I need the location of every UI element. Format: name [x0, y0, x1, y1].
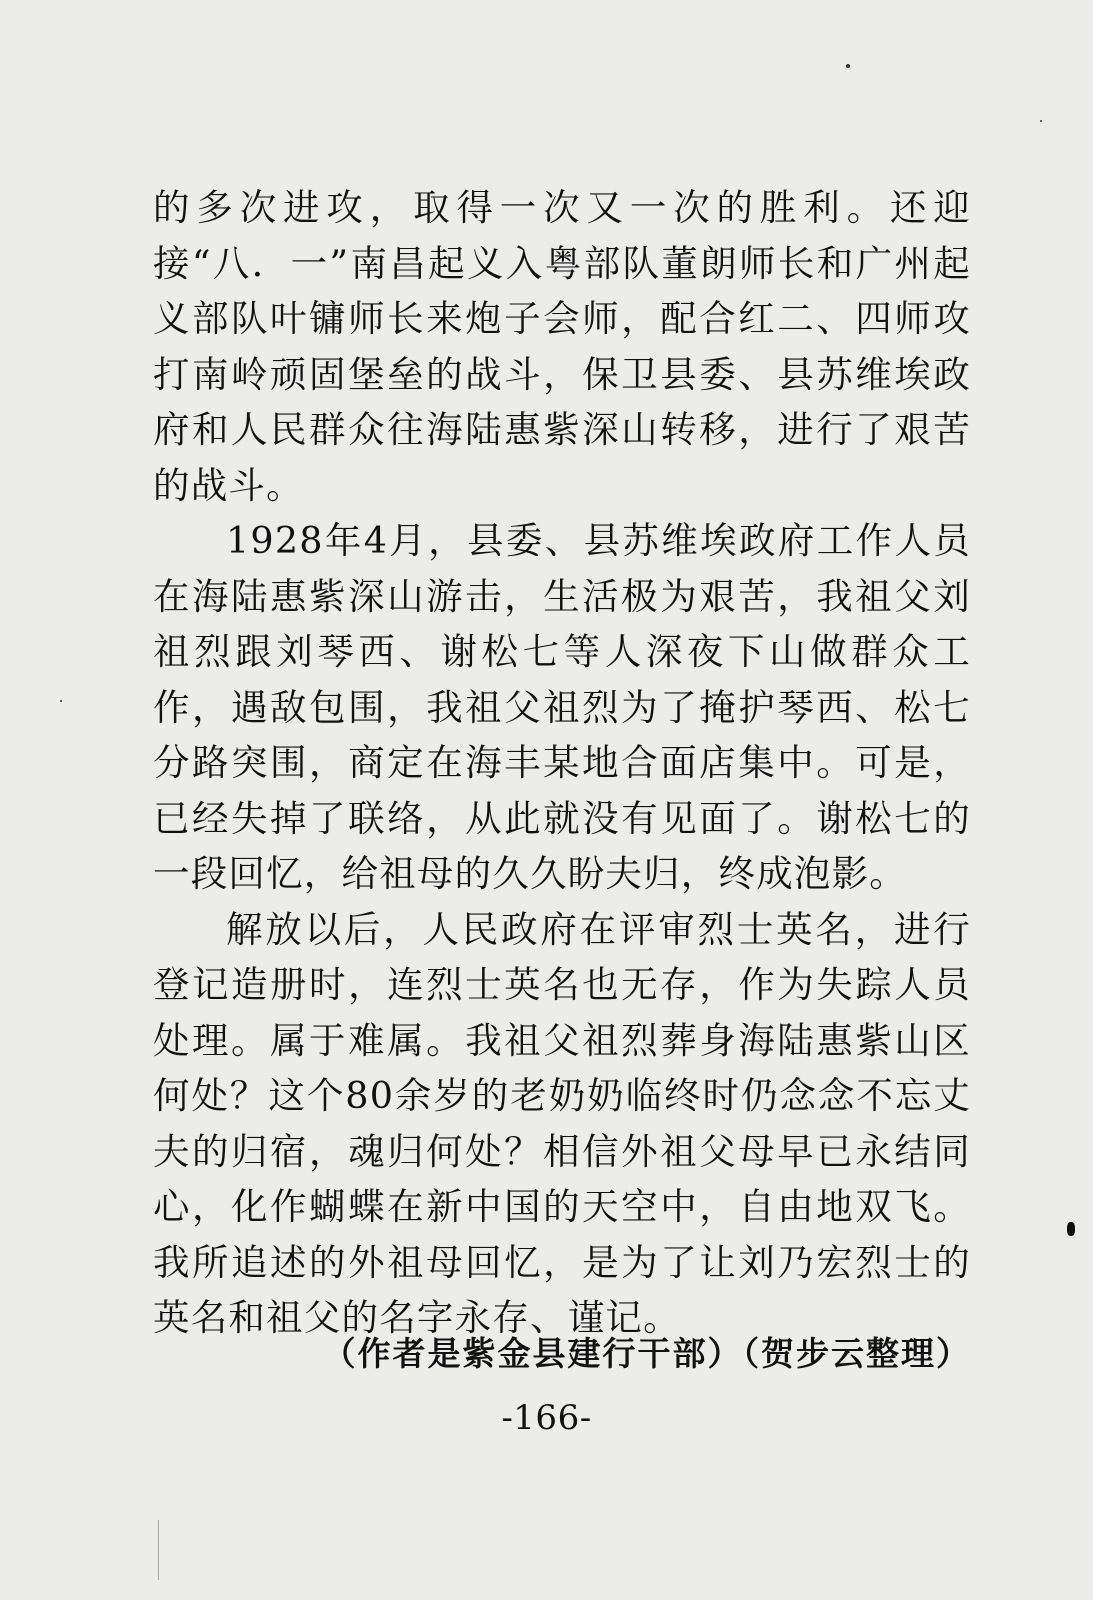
paragraph-3: 解放以后，人民政府在评审烈士英名，进行登记造册时，连烈士英名也无存，作为失踪人员处理。属于难属。我祖父祖烈葬身海陆惠紫山区何处？这个80余岁的老奶奶临终时仍念念不忘丈夫的归宿，魂归何处？相信外祖父母早已永结同心，化作蝴蝶在新中国的天空中，自由地双飞。我所追述的外祖母回忆，是为了让刘乃宏烈士的英名和祖父的名字永存、谨记。	[153, 907, 971, 1339]
page-number: -166-	[501, 1398, 592, 1438]
paragraph-1: 的多次进攻，取得一次又一次的胜利。还迎接“八．一”南昌起义入粤部队董朗师长和广州起义部队叶镛师长来炮子会师，配合红二、四师攻打南岭顽固堡垒的战斗，保卫县委、县苏维埃政府和人民群众往海陆惠紫深山转移，进行了艰苦的战斗。	[153, 186, 971, 507]
scan-speck	[60, 700, 62, 702]
margin-mark	[1067, 1222, 1075, 1236]
body-text	[153, 180, 971, 1346]
paragraph-2: 1928年4月，县委、县苏维埃政府工作人员在海陆惠紫深山游击，生活极为艰苦，我祖父刘祖烈跟刘琴西、谢松七等人深夜下山做群众工作，遇敌包围，我祖父祖烈为了掩护琴西、松七分路突围，商定在海丰某地合面店集中。可是，已经失掉了联络，从此就没有见面了。谢松七的一段回忆，给祖母的久久盼夫归，终成泡影。	[153, 519, 971, 895]
scan-edge-line	[158, 1520, 159, 1580]
author-byline: （作者是紫金县建行干部）（贺步云整理）	[322, 1334, 971, 1373]
scan-speck	[1040, 120, 1042, 122]
scan-speck	[846, 64, 850, 68]
